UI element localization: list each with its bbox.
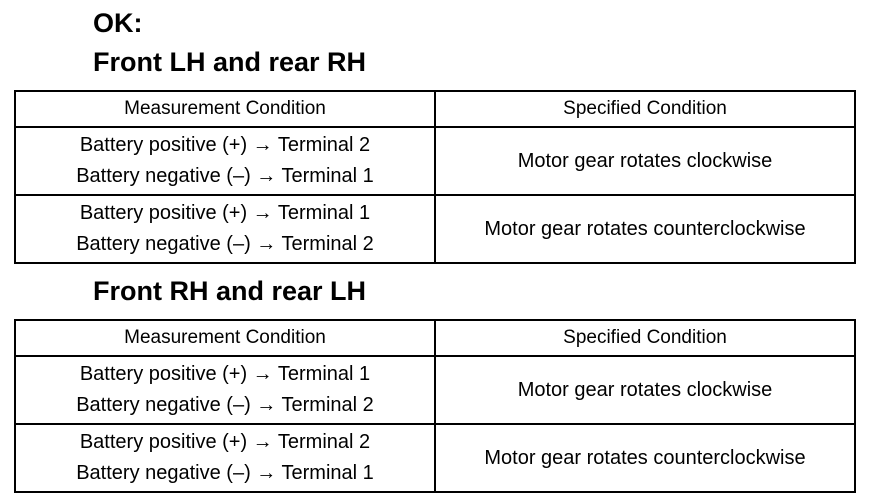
table-row	[15, 127, 855, 195]
table-header-row	[15, 320, 855, 356]
section-title-front-lh-rear-rh: Front LH and rear RH	[93, 47, 367, 77]
measurement-condition-header: Measurement Condition	[15, 91, 435, 127]
section-title-front-rh-rear-lh: Front RH and rear LH	[93, 276, 367, 306]
table-row	[15, 424, 855, 492]
spec-table-front-lh-rear-rh	[14, 90, 856, 264]
battery-negative-line: Battery negative (–) → Terminal 2	[76, 394, 374, 416]
battery-positive-line: Battery positive (+) → Terminal 2	[79, 431, 371, 453]
table-header-row	[15, 91, 855, 127]
specified-condition-cell: Motor gear rotates counterclockwise	[435, 195, 855, 263]
spec-table-front-rh-rear-lh	[14, 319, 856, 493]
specified-condition-cell: Motor gear rotates clockwise	[435, 127, 855, 195]
battery-negative-line: Battery negative (–) → Terminal 1	[76, 462, 374, 484]
table-row	[15, 195, 855, 263]
measurement-condition-cell	[15, 127, 435, 195]
specified-condition-header: Specified Condition	[435, 91, 855, 127]
battery-positive-line: Battery positive (+) → Terminal 2	[79, 134, 371, 156]
measurement-condition-header: Measurement Condition	[15, 320, 435, 356]
specified-condition-cell: Motor gear rotates clockwise	[435, 356, 855, 424]
battery-positive-line: Battery positive (+) → Terminal 1	[79, 202, 371, 224]
specified-condition-cell: Motor gear rotates counterclockwise	[435, 424, 855, 492]
ok-heading: OK:	[93, 8, 143, 38]
measurement-condition-cell	[15, 424, 435, 492]
battery-negative-line: Battery negative (–) → Terminal 1	[76, 165, 374, 187]
specified-condition-header: Specified Condition	[435, 320, 855, 356]
battery-negative-line: Battery negative (–) → Terminal 2	[76, 233, 374, 255]
table-row	[15, 356, 855, 424]
measurement-condition-cell	[15, 195, 435, 263]
battery-positive-line: Battery positive (+) → Terminal 1	[79, 363, 371, 385]
measurement-condition-cell	[15, 356, 435, 424]
